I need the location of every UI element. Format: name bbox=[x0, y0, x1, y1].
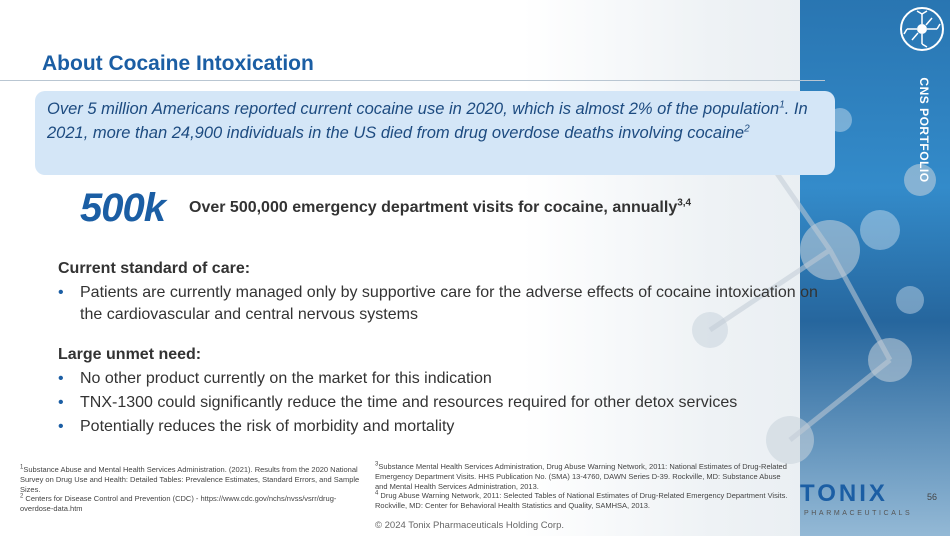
footnote bbox=[20, 494, 360, 514]
list-item-text: Patients are currently managed only by supportive care for the adverse effects of cocaine intoxication on the cardiovascular and central nervous systems bbox=[80, 284, 818, 323]
callout-text bbox=[47, 97, 823, 145]
callout-part-1: Over 5 million Americans reported current cocaine use in 2020, which is almost 2% of the population bbox=[47, 100, 780, 118]
list-item bbox=[58, 282, 828, 326]
copyright: © 2024 Tonix Pharmaceuticals Holding Corp. bbox=[375, 520, 565, 531]
section-heading: Large unmet need: bbox=[58, 346, 202, 363]
list-item-text: TNX-1300 could significantly reduce the time and resources required for other detox services bbox=[80, 394, 738, 411]
footnote bbox=[20, 465, 360, 494]
list-item-text: No other product currently on the market for this indication bbox=[80, 370, 492, 387]
footnotes-right bbox=[375, 462, 790, 511]
section-unmet-need bbox=[58, 346, 828, 440]
callout-box bbox=[35, 91, 835, 175]
footnote-number: 1 bbox=[20, 464, 24, 471]
footnote-text: Substance Abuse and Mental Health Services Administration. (2021). Results from the 2020 National Survey on Drug Use and Health: Detailed Tables: Prevalence Estimates, Standard Errors, and Sample Sizes. bbox=[20, 465, 360, 494]
bullet-marker: • bbox=[58, 284, 64, 301]
footnotes-left bbox=[20, 465, 360, 514]
footnote-number: 3 bbox=[375, 461, 379, 468]
callout-footnote-ref-1: 1 bbox=[779, 99, 785, 111]
footnote bbox=[375, 491, 790, 511]
bullet-marker: • bbox=[58, 370, 64, 387]
stat-description bbox=[189, 199, 691, 217]
list-item bbox=[58, 392, 828, 414]
page-number: 56 bbox=[927, 492, 938, 502]
logo-wordmark: TONIX bbox=[800, 480, 888, 507]
footnote-number: 4 bbox=[375, 490, 379, 497]
callout-part-2: . In 2021, more than 24,900 individuals in the US died from drug overdose deaths involving cocaine bbox=[47, 100, 808, 142]
section-heading: Current standard of care: bbox=[58, 260, 251, 277]
section-standard-of-care bbox=[58, 260, 828, 328]
footnote bbox=[375, 462, 790, 491]
bullet-marker: • bbox=[58, 418, 64, 435]
stat-footnote-ref: 3,4 bbox=[677, 197, 692, 209]
list-item-text: Potentially reduces the risk of morbidity and mortality bbox=[80, 418, 455, 435]
stat-text: Over 500,000 emergency department visits for cocaine, annually bbox=[189, 199, 678, 216]
side-label-text: CNS PORTFOLIO bbox=[917, 77, 931, 183]
footnote-text: Substance Mental Health Services Administration, Drug Abuse Warning Network, 2011: National Estimates of Drug-Related Emergency Department Visits. HHS Publication No. (SMA) 13-4760, DAWN Series D-39. Rockville, MD: Substance Abuse and Mental Health Services Administration, 2013. bbox=[375, 462, 787, 491]
stat-number: 500k bbox=[80, 186, 165, 230]
page-title: About Cocaine Intoxication bbox=[42, 52, 314, 75]
list-item bbox=[58, 368, 828, 390]
title-divider bbox=[0, 80, 825, 81]
bullet-list bbox=[58, 282, 828, 326]
logo-subtitle: PHARMACEUTICALS bbox=[804, 510, 913, 517]
section-side-label bbox=[912, 60, 936, 200]
footnote-text: Drug Abuse Warning Network, 2011: Selected Tables of National Estimates of Drug-Related Emergency Department Visits. Rockville, MD: Center for Behavioral Health Statistics and Quality, SAMHSA, 2013. bbox=[375, 491, 788, 511]
list-item bbox=[58, 416, 828, 438]
bullet-marker: • bbox=[58, 394, 64, 411]
bullet-list bbox=[58, 368, 828, 438]
footnote-number: 2 bbox=[20, 493, 24, 500]
callout-footnote-ref-2: 2 bbox=[744, 123, 750, 135]
neuron-icon bbox=[899, 6, 945, 52]
footnote-text: Centers for Disease Control and Prevention (CDC) - https://www.cdc.gov/nchs/nvss/vsrr/drug-overdose-data.htm bbox=[20, 494, 337, 514]
company-logo bbox=[800, 480, 913, 524]
